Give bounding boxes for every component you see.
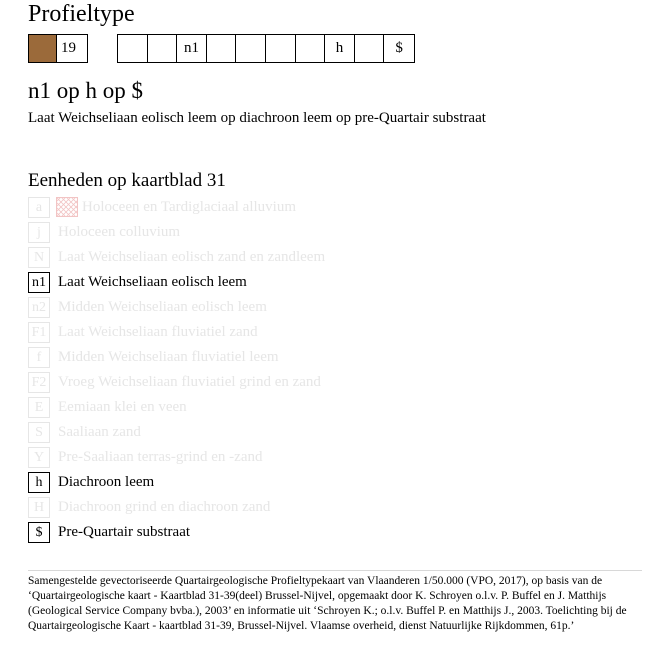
- unit-item: [28, 421, 141, 443]
- unit-code-badge: h: [28, 472, 50, 493]
- unit-code-badge: Y: [28, 447, 50, 468]
- unit-item: [28, 346, 279, 368]
- unit-item: [28, 221, 180, 243]
- color-swatch: [29, 35, 57, 62]
- unit-item: [28, 446, 263, 468]
- profile-cell: [118, 35, 148, 62]
- unit-code-badge: S: [28, 422, 50, 443]
- page-title: Profieltype: [28, 1, 135, 27]
- profile-cell: [207, 35, 237, 62]
- profile-description: Laat Weichseliaan eolisch leem op diachroon leem op pre-Quartair substraat: [28, 110, 486, 126]
- profile-cell: [236, 35, 266, 62]
- source-footnote: Samengestelde gevectoriseerde Quartairgeologische Profieltypekaart van Vlaanderen 1/50.000 (VPO, 2017), op basis van de ‘Quartairgeologische kaart - Kaartblad 31-39(deel) Brussel-Nijvel, opgemaakt door K. Schroyen o.l.v. P. Buffel en J. Matthijs (Geological Service Company bvba.), 2003’ en informatie uit ‘Schroyen K.; o.l.v. Buffel P. en Matthijs J., 2003. Toelichting bij de Quartairgeologische Kaart - kaartblad 31-39, Brussel-Nijvel. Vlaamse overheid, dienst Natuurlijke Rijkdommen, 61p.’: [28, 575, 627, 632]
- profile-cell: n1: [177, 35, 207, 62]
- unit-code-badge: E: [28, 397, 50, 418]
- unit-item: [28, 321, 258, 343]
- unit-label: Diachroon leem: [58, 473, 155, 490]
- unit-item: [28, 396, 187, 418]
- unit-item: [28, 496, 270, 518]
- unit-item: [28, 196, 296, 218]
- profile-number: 19: [60, 40, 76, 56]
- divider: [28, 570, 642, 571]
- unit-code-badge: H: [28, 497, 50, 518]
- unit-item: [28, 296, 267, 318]
- unit-label: Laat Weichseliaan eolisch leem: [58, 273, 247, 290]
- profile-cell: h: [325, 35, 355, 62]
- unit-label: Holoceen en Tardiglaciaal alluvium: [82, 198, 297, 215]
- unit-item: [28, 271, 247, 293]
- unit-code-badge: a: [28, 197, 50, 218]
- unit-item: [28, 246, 325, 268]
- units-title: Eenheden op kaartblad 31: [28, 170, 226, 191]
- unit-label: Saaliaan zand: [58, 423, 141, 440]
- unit-item: [28, 471, 154, 493]
- unit-label: Midden Weichseliaan fluviatiel leem: [58, 348, 279, 365]
- profile-cell: [148, 35, 178, 62]
- unit-code-badge: f: [28, 347, 50, 368]
- profile-cell: [266, 35, 296, 62]
- unit-code-badge: $: [28, 522, 50, 543]
- unit-label: Holoceen colluvium: [58, 223, 181, 240]
- unit-code-badge: F1: [28, 322, 50, 343]
- unit-code-badge: N: [28, 247, 50, 268]
- unit-label: Diachroon grind en diachroon zand: [58, 498, 271, 515]
- unit-code-badge: n1: [28, 272, 50, 293]
- profile-cell: [296, 35, 326, 62]
- unit-label: Vroeg Weichseliaan fluviatiel grind en zand: [58, 373, 321, 390]
- unit-code-badge: F2: [28, 372, 50, 393]
- profile-code-title: n1 op h op $: [28, 78, 143, 103]
- hatch-pattern-icon: [56, 197, 78, 217]
- unit-item: [28, 521, 190, 543]
- unit-code-badge: n2: [28, 297, 50, 318]
- profile-cell: [355, 35, 385, 62]
- unit-label: Midden Weichseliaan eolisch leem: [58, 298, 267, 315]
- profile-swatch: [28, 34, 88, 63]
- unit-item: [28, 371, 321, 393]
- unit-label: Eemiaan klei en veen: [58, 398, 187, 415]
- unit-label: Pre-Saaliaan terras-grind en -zand: [58, 448, 263, 465]
- unit-code-badge: j: [28, 222, 50, 243]
- unit-label: Pre-Quartair substraat: [58, 523, 191, 540]
- profile-cell: $: [395, 40, 403, 56]
- profile-code-cells: [117, 34, 415, 63]
- unit-label: Laat Weichseliaan fluviatiel zand: [58, 323, 258, 340]
- unit-label: Laat Weichseliaan eolisch zand en zandleem: [58, 248, 326, 265]
